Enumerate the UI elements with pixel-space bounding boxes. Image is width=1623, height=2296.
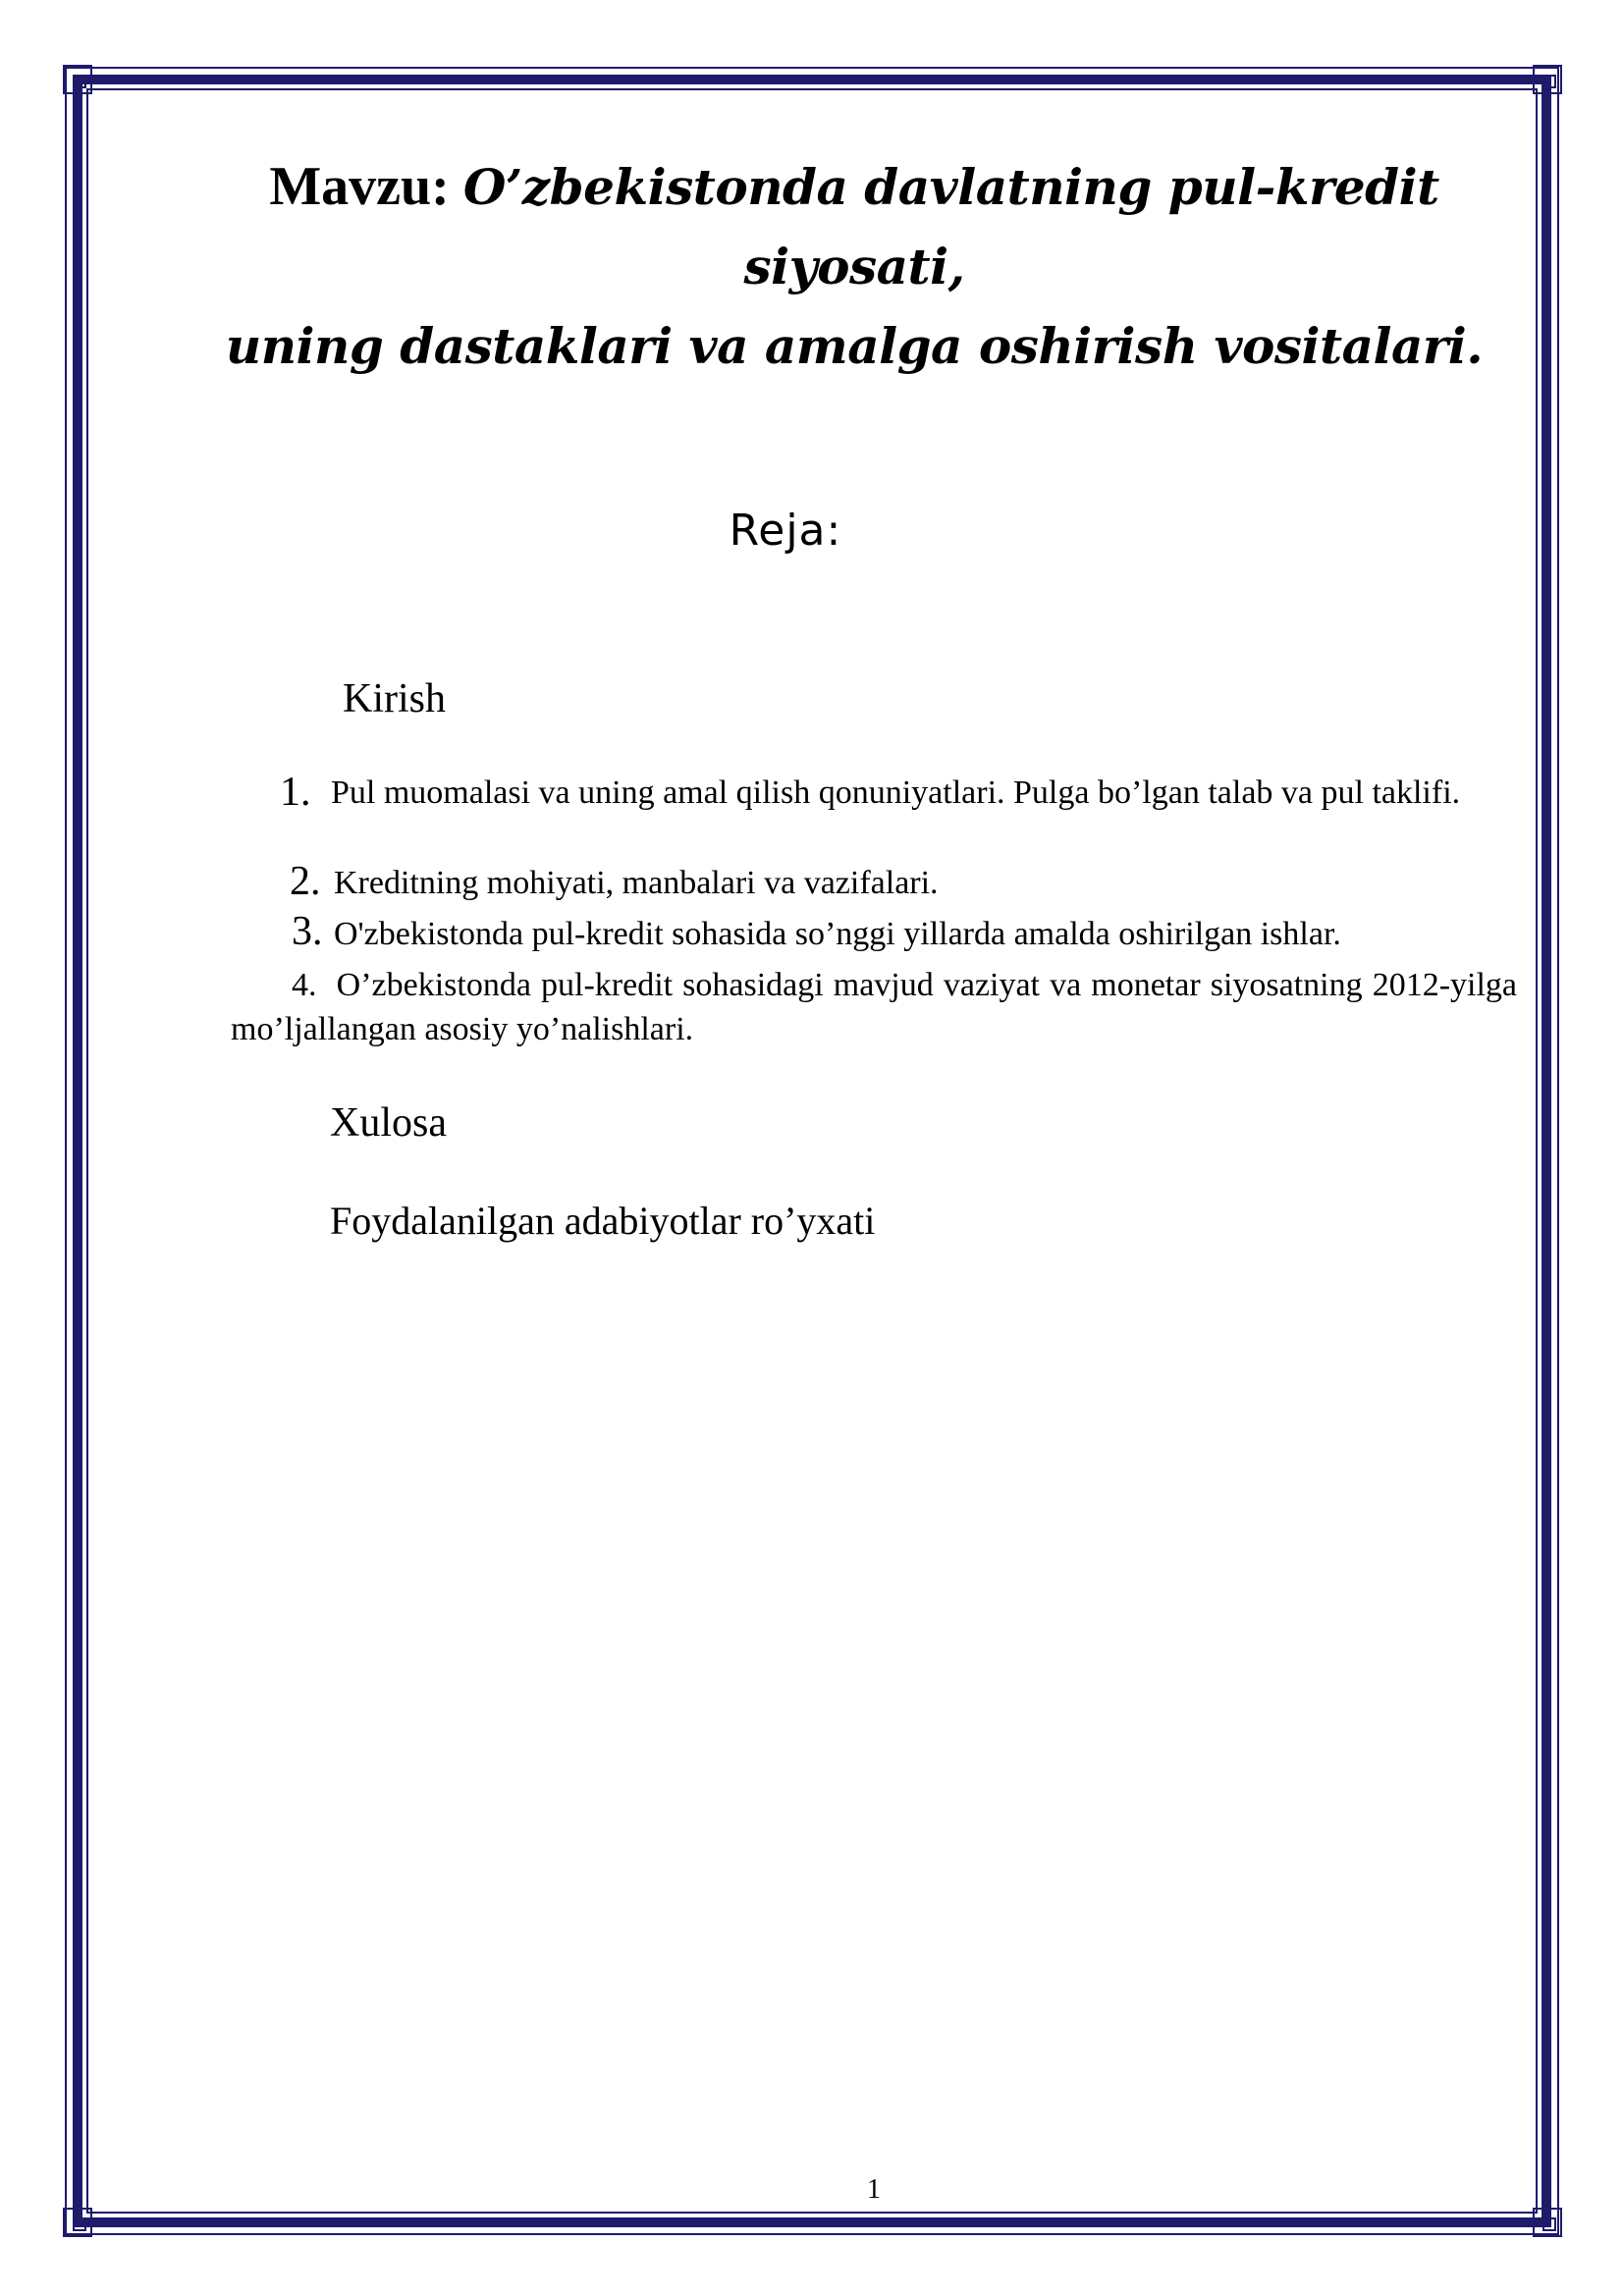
page-border-inner bbox=[86, 88, 1538, 2214]
plan-item-text bbox=[231, 963, 1517, 1051]
plan-item-number: 2. bbox=[290, 859, 321, 904]
title-topic-line-1: O’zbekistonda davlatning pul-kredit siyosati, bbox=[462, 158, 1439, 295]
plan-item-1 bbox=[231, 771, 1517, 861]
title-line-2 bbox=[187, 306, 1522, 386]
corner-ornament-bottom-left bbox=[63, 2208, 92, 2237]
plan-item-2 bbox=[231, 861, 1517, 908]
title-prefix: Mavzu: bbox=[269, 156, 450, 217]
corner-ornament-top-right bbox=[1533, 65, 1562, 94]
conclusion-heading: Xulosa bbox=[330, 1100, 447, 1146]
plan-heading: Reja: bbox=[729, 506, 842, 556]
plan-item-text: O'zbekistonda pul-kredit sohasida so’nggi yillarda amalda oshirilgan ishlar. bbox=[334, 916, 1341, 952]
plan-item-4 bbox=[231, 963, 1517, 1051]
plan-item-number: 1. bbox=[280, 770, 311, 815]
corner-ornament-bottom-right bbox=[1533, 2208, 1562, 2237]
references-heading: Foydalanilgan adabiyotlar ro’yxati bbox=[330, 1199, 876, 1243]
plan-item-text: Kreditning mohiyati, manbalari va vazifalari. bbox=[334, 865, 939, 901]
title-line-1 bbox=[187, 147, 1522, 306]
plan-item-number: 4. bbox=[292, 967, 317, 1003]
plan-item-body: O’zbekistonda pul-kredit sohasidagi mavjud vaziyat va monetar siyosatning 2012-yilga mo’ljallangan asosiy yo’nalishlari. bbox=[231, 967, 1517, 1047]
intro-heading: Kirish bbox=[343, 676, 446, 721]
page-number: 1 bbox=[867, 2174, 881, 2205]
title-topic-line-2: uning dastaklari va amalga oshirish vositalari. bbox=[225, 317, 1484, 375]
plan-list bbox=[231, 771, 1517, 1051]
document-title bbox=[187, 147, 1522, 386]
plan-item-number: 3. bbox=[292, 909, 323, 954]
corner-ornament-top-left bbox=[63, 65, 92, 94]
plan-item-text: Pul muomalasi va uning amal qilish qonuniyatlari. Pulga bo’lgan talab va pul taklifi. bbox=[331, 774, 1461, 811]
plan-item-3 bbox=[231, 909, 1517, 963]
